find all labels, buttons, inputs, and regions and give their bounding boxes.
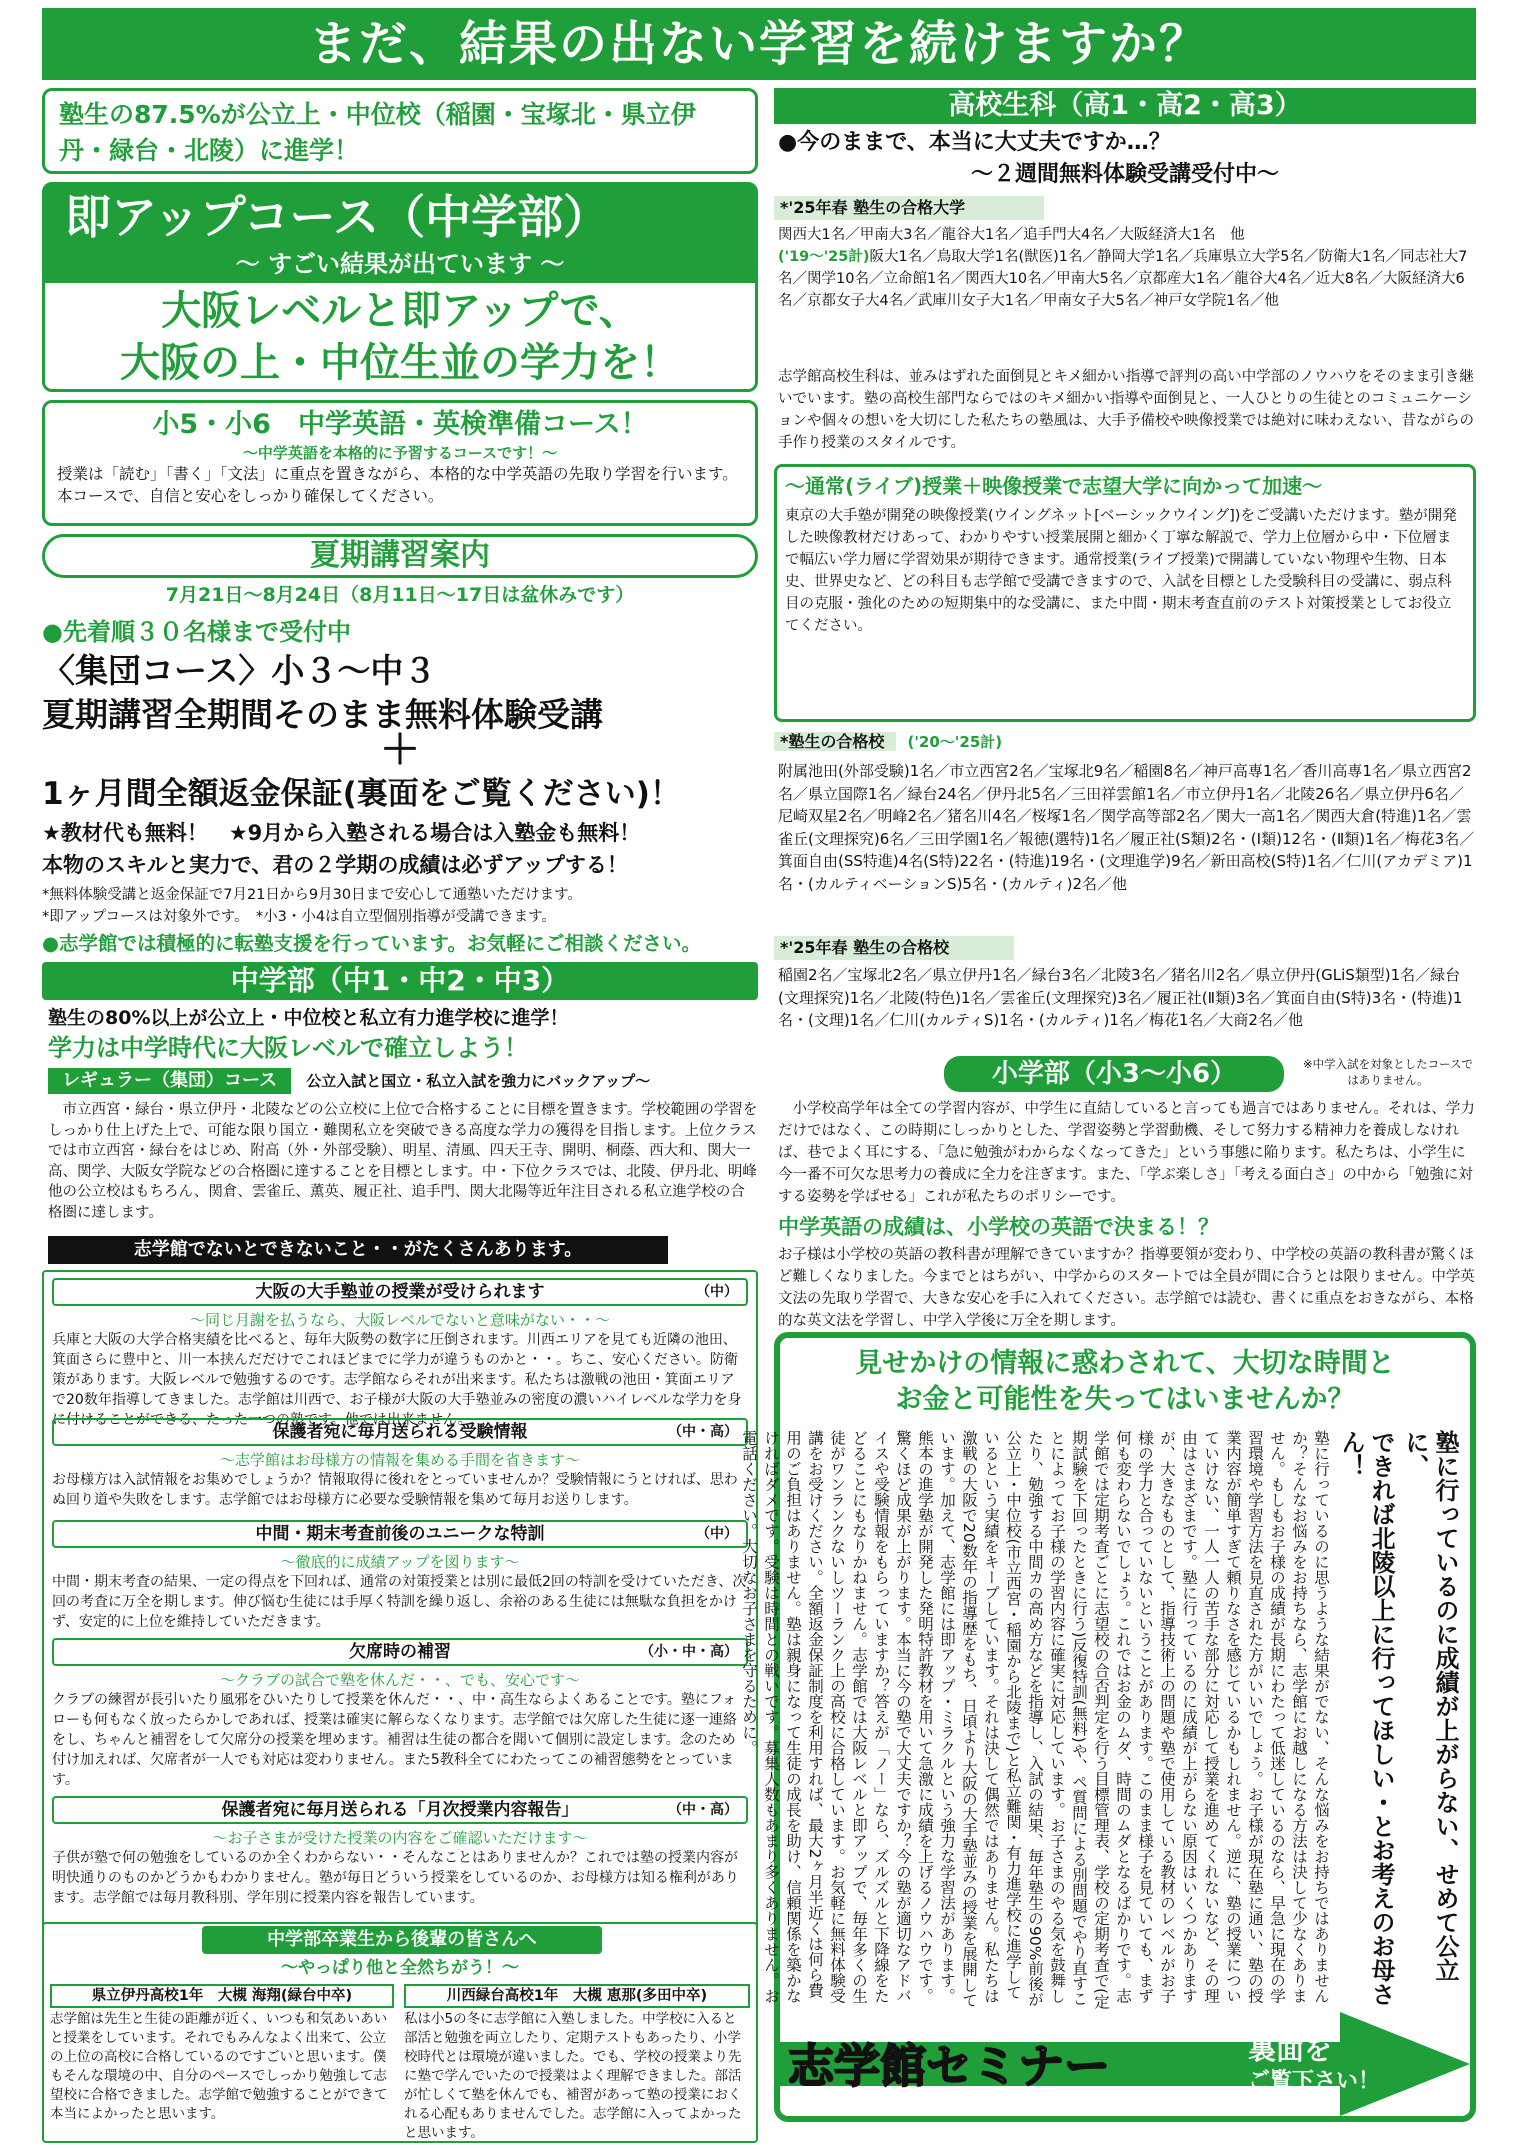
junior-high-line1: 塾生の80%以上が公立上・中位校と私立有力進学校に進学！ xyxy=(48,1007,569,1029)
vertical-headline2: できれば北陵以上に行ってほしい・とお考えのお母さん！ xyxy=(1337,1430,1395,2006)
mislead-title1: 見せかけの情報に惑わされて、大切な時間と xyxy=(855,1348,1395,1379)
regular-course-body: 市立西宮・緑台・県立伊丹・北陵などの公立校に上位で合格することに目標を置きます。学校範囲の学習をしっかり仕上げた上で、可能な限り国立・難関私立を突破できる高度な学力の獲得を目指します。上位クラスでは市立西宮・緑台をはじめ、附高（外・外部受験）、明星、清風、四天王寺、開明、桐蔭、西大和、関大一高、関学、大阪女学院などの合格圏に達することを目標とします。中・下位クラスでは、北陵、伊丹北、明峰他の公立校はもちろん、関倉、雲雀丘、薫英、履正社、追手門、関大北陽等近年注目される私立進学校の合格圏に達します。 xyxy=(48,1102,758,1221)
sokuup-title: 即アップコース（中学部） xyxy=(45,185,755,249)
elementary-english-title: 中学英語の成績は、小学校の英語で決まる！？ xyxy=(778,1215,1219,1239)
live-box xyxy=(774,464,1476,722)
hs-question: ●今のままで、本当に大丈夫ですか…？ xyxy=(778,130,1171,155)
english-course-subtitle: ～中学英語を本格的に予習するコースです！～ xyxy=(242,444,558,462)
voice2-title: 川西緑台高校1年 大槻 恵那(多田中卒) xyxy=(404,1984,750,2008)
feature3-body: 中間・期末考査の結果、一定の得点を下回れば、通常の対策授業とは別に最低2回の特訓を受けていただき、次回の考査に万全を期します。伸び悩む生徒には手厚く特訓を繰り返し、余裕のある生徒には無駄な負担をかけず、安定的に上位を維持していただきます。 xyxy=(52,1574,747,1630)
feature4-tag: （小・中・高） xyxy=(640,1644,738,1660)
intro-box xyxy=(42,88,758,174)
english-course-body: 授業は「読む」「書く」「文法」に重点を置きながら、本格的な中学英語の先取り学習を行います。本コースで、自信と安心をしっかり確保してください。 xyxy=(57,465,738,505)
feature1-sub: ～同じ月謝を払うなら、大阪レベルでないと意味がない・・～ xyxy=(189,1311,610,1329)
feature4-title xyxy=(52,1638,748,1666)
junior-high-title: 中学部（中1・中2・中3） xyxy=(42,962,758,1000)
sokuup-subtitle: ～ すごい結果が出ています ～ xyxy=(45,249,755,283)
feature1-title-text: 大阪の大手塾並の授業が受けられます xyxy=(255,1282,545,1302)
elementary-english-body: お子様は小学校の英語の教科書が理解できていますか？指導要領が変わり、中学校の英語の教科書が驚くほど難しくなりました。今までとはちがい、中学からのスタートでは全員が間に合うとは限りません。中学英文法の先取り学習で、大きな安心を手に入れてください。志学館では読む、書くに重点をおきながら、本格的な英文法を学習し、中学入学後に万全を期します。 xyxy=(778,1247,1475,1329)
elementary-body: 小学校高学年は全ての学習内容が、中学生に直結していると言っても過言ではありません。それは、学力だけではなく、この時期にしっかりとした、学習姿勢と学習動機、そして努力する精神力を養成しなければ、巷でよく耳にする、「急に勉強がわからなくなってきた」という事態に陥ります。私たちは、小学生に今一番不可欠な思考力の養成に全力を注ぎます。また、「学ぶ楽しさ」「考える面白さ」の中から「勉強に対する姿勢を学ばせる」これが私たちのポリシーです。 xyxy=(778,1101,1475,1205)
feature3-title-text: 中間・期末考査前後のユニークな特訓 xyxy=(255,1524,545,1544)
seminar-title[interactable]: 志学館セミナー xyxy=(788,2039,1110,2093)
feature3-tag: （中） xyxy=(696,1526,738,1542)
only-shigakukan-bar: 志学館でないとできないこと・・がたくさんあります。 xyxy=(48,1236,668,1264)
mislead-title2: お金と可能性を失ってはいませんか？ xyxy=(895,1384,1355,1415)
live-body: 東京の大手塾が開発の映像授業(ウイングネット[ベーシックウイング])をご受講いただけます。塾が開発した映像教材だけあって、わかりやすい授業展開と細かく丁寧な解説で、学力上位層から中・下位層まで幅広い学力層に学習効果が期待できます。通常授業(ライブ授業)で開講していない物理や生物、日本史、世界史など、どの科目も志学館で受講できますので、入試を目標とした受験科目の受講に、弱点科目の克服・強化のための短期集中的な受講に、また中間・期末考査直前のテスト対策授業としてお役立てください。 xyxy=(785,508,1457,634)
univ25-body: 関西大1名／甲南大3名／龍谷大1名／追手門大4名／大阪経済大1名 他 xyxy=(778,227,1245,243)
hs20-body: 附属池田(外部受験)1名／市立西宮2名／宝塚北9名／稲園8名／神戸高専1名／香川高専1名／県立西宮2名／県立国際1名／緑台24名／伊丹北5名／三田祥雲館1名／市立伊丹1名／北陵26名／県立伊丹6名／尼崎双星2名／明峰2名／猪名川4名／桜塚1名／関学高等部2名／関大一高1名／関西大倉(特進)1名／雲雀丘(文理探究)6名／三田学園1名／報徳(選特)1名／履正社(S類)2名・(Ⅰ類)12名・(Ⅱ類)1名／梅花3名／箕面自由(SS特進)4名(S特)22名・(特進)19名・(文理進学)9名／新田高校(S特)1名／仁川(アカデミア)1名・(カルティベーションS)5名・(カルティ)2名／他 xyxy=(778,762,1475,893)
seminar-tail2: ご覧下さい！ xyxy=(1248,2069,1381,2094)
feature3-title xyxy=(52,1520,748,1548)
regular-course-label: レギュラー（集団）コース xyxy=(48,1068,291,1094)
sokuup-main-line1: 大阪レベルと即アップで、 xyxy=(161,288,639,334)
hs-title: 高校生科（高1・高2・高3） xyxy=(774,88,1476,124)
vertical-text-block xyxy=(740,1430,1460,2010)
english-course-title: 小5・小6 中学英語・英検準備コース！ xyxy=(152,409,648,440)
regular-course-tag: 公立入試と国立・私立入試を強力にバックアップ～ xyxy=(306,1072,651,1090)
voice1-title: 県立伊丹高校1年 大槻 海翔(緑台中卒) xyxy=(50,1984,394,2008)
right-column xyxy=(740,88,1476,2143)
feature2-tag: （中・高） xyxy=(668,1424,738,1440)
feature2-title-text: 保護者宛に毎月送られる受験情報 xyxy=(272,1422,528,1442)
note1: *無料体験受講と返金保証で7月21日から9月30日まで安心して通塾いただけます。 xyxy=(42,887,582,903)
voice1-body: 志学館は先生と生徒の距離が近く、いつも和気あいあいと授業をしています。それでもみんなよく出来て、公立の上位の高校に合格しているのですごいと思います。僕もそんな環境の中、自分のペースでしっかり勉強して志望校に合格できました。志学館で勉強することができて本当によかったと思います。 xyxy=(50,2011,388,2122)
summer-title-text: 夏期講習案内 xyxy=(310,538,490,573)
live-title: ～通常(ライブ)授業＋映像授業で志望大学に向かって加速～ xyxy=(785,474,1323,498)
note2: *即アップコースは対象外です。 *小3・小4は自立型個別指導が受講できます。 xyxy=(42,909,556,925)
feature5-sub: ～お子さまが受けた授業の内容をご確認いただけます～ xyxy=(212,1829,588,1847)
univ25-label: *'25年春 塾生の合格大学 xyxy=(774,196,1044,220)
univ19-range: ('19～'25計) xyxy=(778,249,870,265)
first30: ●先着順３０名様まで受付中 xyxy=(42,618,351,646)
hs-body: 志学館高校生科は、並みはずれた面倒見とキメ細かい指導で評判の高い中学部のノウハウをそのまま引き継いでいます。塾の高校生部門ならではのキメ細かい指導や面倒見と、一人ひとりの生徒とのコミュニケーションや個々の想いを大切にした私たちの塾風は、大手予備校や映像授業では絶対に味わえない、昔ながらの手作り授業のスタイルです。 xyxy=(778,369,1474,451)
group-course: 〈集団コース〉小３～中３ xyxy=(42,651,437,690)
vertical-headline1: 塾に行っているのに成績が上がらない、せめて公立に、 xyxy=(1401,1430,1459,1982)
feature5-title xyxy=(52,1796,748,1824)
feature2-sub: ～志学館はお母様方の情報を集める手間を省きます～ xyxy=(219,1451,580,1469)
hs-trial: ～２週間無料体験受講受付中～ xyxy=(970,162,1279,187)
univ19-body: 阪大1名／鳥取大学1名(獣医)1名／静岡大学1名／兵庫県立大学5名／防衛大1名／同志社大7名／関学10名／立命館1名／関西大10名／甲南大5名／京都産大1名／龍谷大4名／近大8名／大阪経済大6名／京都女子大4名／武庫川女子大1名／甲南女子大5名／神戸女学院1名／他 xyxy=(778,249,1468,309)
sokuup-main-line2: 大阪の上・中位生並の学力を！ xyxy=(120,340,680,386)
transfer-support: ●志学館では積極的に転塾支援を行っています。お気軽にご相談ください。 xyxy=(42,932,701,955)
hs25-body: 稲園2名／宝塚北2名／県立伊丹1名／緑台3名／北陵3名／猪名川2名／県立伊丹(GLiS類型)1名／緑台(文理探究)1名／北陵(特色)1名／雲雀丘(文理探究)3名／履正社(Ⅱ類)3名／箕面自由(S特)3名・(特進)1名・(文理)1名／仁川(カルティS)1名・(カルティ)1名／梅花1名／大商2名／他 xyxy=(778,966,1463,1029)
free-trial: 夏期講習全期間そのまま無料体験受講 xyxy=(42,695,603,734)
graduates-sub: ～やっぱり他と全然ちがう！～ xyxy=(281,1958,519,1978)
hs25-label: *'25年春 塾生の合格校 xyxy=(774,936,1014,960)
summer-title xyxy=(42,534,758,578)
intro-text: 塾生の87.5%が公立上・中位校（稲園・宝塚北・県立伊丹・緑台・北陵）に進学！ xyxy=(59,100,696,165)
headline-banner: まだ、結果の出ない学習を続けますか？ xyxy=(42,8,1476,80)
english-course-box xyxy=(42,400,758,526)
star-line: ★教材代も無料！ ★9月から入塾される場合は入塾金も無料！ xyxy=(42,821,641,845)
feature4-body: クラブの練習が長引いたり風邪をひいたりして授業を休んだ・・、中・高生ならよくあることです。塾にフォローも何もなく放ったらかしであれば、授業は確実に解らなくなります。志学館では欠席した生徒に逐一連絡をし、ちゃんと補習をして欠席分の授業を埋めます。補習は生徒の都合を聞いて個別に設定します。念のため付け加えれば、欠席者が一人でも対応は変わりません。また5教科全てにわたってこの補習態勢をとっています。 xyxy=(52,1692,737,1788)
feature1-body: 兵庫と大阪の大学合格実績を比べると、毎年大阪勢の数字に圧倒されます。川西エリアを見ても近隣の池田、箕面さらに豊中と、川一本挟んだだけでこれほどまでに学力が違うものかと・・。ちこ、安心ください。防衛策があります。大阪レベルで勉強するのです。志学館ならそれが出来ます。私たちは激戦の池田・箕面エリアで20数年指導してきました。志学館は川西で、お子様が大阪の大手塾並みの密度の濃いハイレベルな学力を身に付けることができる、たった一つの塾です。他では出来ません。 xyxy=(52,1332,742,1428)
feature5-tag: （中・高） xyxy=(668,1802,738,1818)
feature3-sub: ～徹底的に成績アップを図ります～ xyxy=(280,1553,520,1571)
feature2-body: お母様方は入試情報をお集めでしょうか？情報取得に後れをとっていませんか？受験情報にうとければ、思わぬ回り道や失敗をします。志学館ではお母様方に必要な受験情報を集めて毎月お送りします。 xyxy=(52,1472,738,1508)
plus-sign: ＋ xyxy=(380,727,420,773)
univ19-block xyxy=(778,246,1476,312)
graduates-title: 中学部卒業生から後輩の皆さんへ xyxy=(202,1926,602,1954)
seminar-tail1: 裏面を xyxy=(1248,2033,1333,2066)
junior-high-line2: 学力は中学時代に大阪レベルで確立しよう！ xyxy=(48,1034,528,1062)
feature4-sub: ～クラブの試合で塾を休んだ・・、でも、安心です～ xyxy=(219,1671,580,1689)
voice2-body: 私は小5の冬に志学館に入塾しました。中学校に入ると部活と勉強を両立したり、定期テストもあったり、小学校時代とは環境が違いました。でも、学校の授業より先に塾で学んでいたので授業はよく理解できました。部活が忙しくて塾を休んでも、補習があって塾の授業におくれる心配もありませんでした。志学館に入ってよかったと思います。 xyxy=(404,2011,742,2141)
vertical-body: 塾に行っているのに思うような結果がでない、そんな悩みをお持ちではありませんか？そんなお悩みをお持ちなら、志学館にお越しになる方法は決して少なくありません。もしもお子様の成績が長期にわたって低迷しているのなら、早急に現在の学習環境や学習方法を見直された方がいいでしょう。お子様が現在塾に通い、塾の授業内容が簡単すぎて頼りなさを感じているかもしれません。逆に、塾の授業についていけない、一人一人の苦手な部分に対応して授業を進めてくれないなど、その理由はさまざまです。塾に行っているのに成績が上がらない原因はいくつかありますが、大きなものとして、指導技術上の問題や塾で使用している教材のレベルがお子様の学力と合っていないということがあります。このまま様子を見ていても、まず何も変わらないでしょう。これではお金のムダ、時間のムダとなるばかりです。志学館では定期考査ごとに志望校の合否判定を行う目標管理表、学校の定期考査で(定期試験を下回ったときに行う)反復特訓(無料)や、ペ質問による別問題でやり直すことによってお子様の学習内容に確実に対応しています。お子さまのやる気を鼓舞したり、勉強する中間カの高め方などを指導し、入試の結果、毎年塾生の90%前後が公立上・中位校(市立西宮・稲園から北陵まで)と私立難関・有力進学校に進学しているという実績をキープしています。それは決して偶然ではありません。私たちは激戦の大阪で20数年の指導歴をもち、日頃より大阪の大手塾並みの授業を展開しています。加えて、志学館には即アップ・ミラクルという強力な学習法があります。熊本の進学塾が開発した発明特許教材を用いて急激に成績を上げるノウハウです。驚くほど成果が上がります。本当に今の塾で大丈夫ですか？今の塾が適切なアドバイスや受験情報をもらっていますか？答えが「ノー」なら、ズルズルと下降線をたどることにもなりかねません。志学館では大阪レベルと即アップで、毎年多くの生徒がワンランクないしツーランク上の高校に合格しています。お気軽に無料体験受講をお受けください。全額返金保証制度を利用すれば、最大2ヶ月半近くは何ら費用のご負担はありません。塾は親身になって生徒の成長を助け、信頼関係を築かなければダメです。受験は時間との戦いです。募集人数もあまり多くありません。お電話ください。大切なお子さまを守るために。 xyxy=(740,1430,1330,2010)
feature1-tag: （中） xyxy=(696,1284,738,1300)
skill-line: 本物のスキルと実力で、君の２学期の成績は必ずアップする！ xyxy=(42,853,628,877)
feature5-body: 子供が塾で何の勉強をしているのか全くわからない・・そんなことはありませんか？これでは塾の授業内容が明快通りのものかどうかもわかりません。塾が毎日どういう授業をしているのか、お母様方は知る権利があります。志学館では毎月教科別、学年別に授業内容を報告しています。 xyxy=(52,1850,739,1906)
hs20-label: *塾生の合格校 xyxy=(774,732,896,751)
hs20-range: ('20～'25計) xyxy=(907,733,1003,751)
sokuup-box xyxy=(42,182,758,392)
hs20-header xyxy=(774,730,1476,756)
mislead-box xyxy=(740,1332,1476,2122)
seminar-area xyxy=(780,2012,1470,2116)
refund-guarantee: 1ヶ月間全額返金保証(裏面をご覧ください)！ xyxy=(42,776,681,812)
elementary-note: ※中学入試を対象としたコースではありません。 xyxy=(1302,1057,1474,1087)
regular-course-row xyxy=(48,1068,758,1096)
feature1-title xyxy=(52,1278,748,1306)
feature2-title xyxy=(52,1418,748,1446)
feature4-title-text: 欠席時の補習 xyxy=(349,1642,451,1662)
feature5-title-text: 保護者宛に毎月送られる「月次授業内容報告」 xyxy=(221,1800,579,1820)
elementary-title: 小学部（小3～小6） xyxy=(944,1056,1284,1092)
summer-dates: 7月21日～8月24日（8月11日～17日は盆休みです） xyxy=(165,584,635,606)
left-column xyxy=(42,88,760,2143)
